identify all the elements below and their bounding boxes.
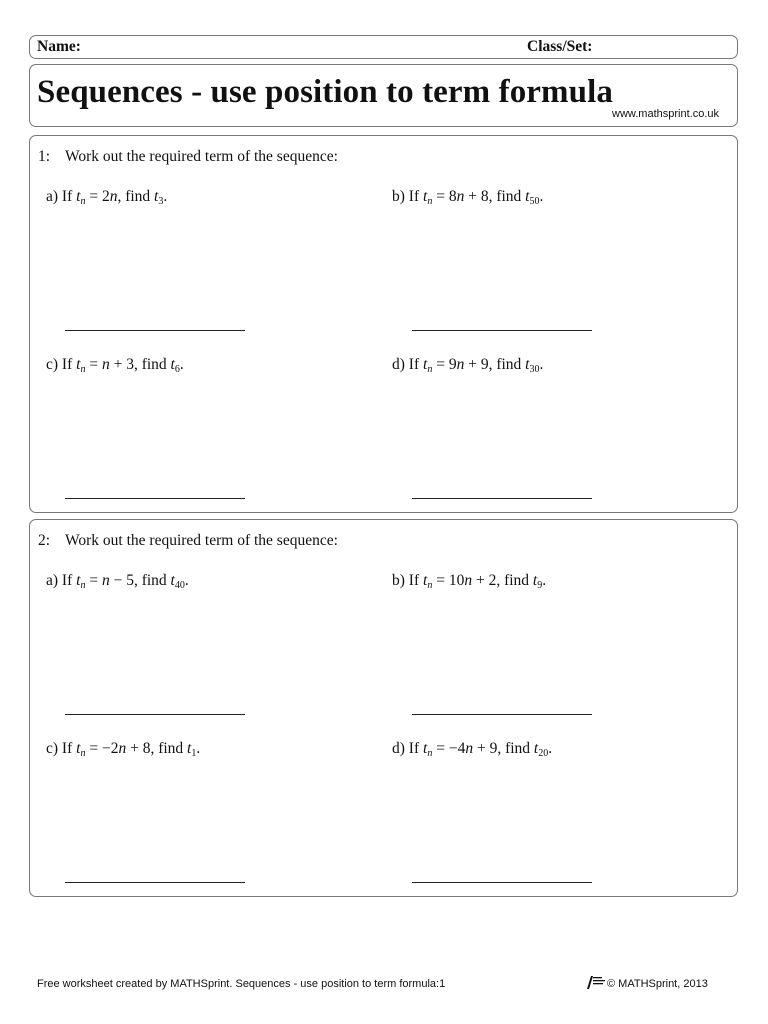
question-1b: b) If $t_n = 8n + 8$, find $t_{50}$. xyxy=(392,188,544,207)
class-label: Class/Set: xyxy=(527,38,593,55)
answer-line-1b[interactable] xyxy=(412,330,592,331)
question-2b: b) If $t_n = 10n + 2$, find $t_9$. xyxy=(392,572,547,591)
question-2c: c) If $t_n = -2n + 8$, find $t_1$. xyxy=(46,740,201,759)
question-number: 1: xyxy=(38,148,51,165)
page-title: Sequences - use position to term formula xyxy=(37,74,613,110)
question-instruction: Work out the required term of the sequence: xyxy=(65,148,338,165)
question-1c: c) If $t_n = n + 3$, find $t_6$. xyxy=(46,356,184,375)
name-class-bar xyxy=(29,35,738,59)
question-number: 2: xyxy=(38,532,51,549)
question-2a: a) If $t_n = n - 5$, find $t_{40}$. xyxy=(46,572,189,591)
question-1d: d) If $t_n = 9n + 9$, find $t_{30}$. xyxy=(392,356,544,375)
answer-line-1c[interactable] xyxy=(65,498,245,499)
answer-line-1d[interactable] xyxy=(412,498,592,499)
answer-line-2b[interactable] xyxy=(412,714,592,715)
name-label: Name: xyxy=(37,38,81,55)
question-2-box xyxy=(29,519,738,897)
question-1-heading xyxy=(38,148,338,166)
answer-line-2c[interactable] xyxy=(65,882,245,883)
answer-line-2d[interactable] xyxy=(412,882,592,883)
answer-line-1a[interactable] xyxy=(65,330,245,331)
website-link[interactable]: www.mathsprint.co.uk xyxy=(612,108,719,120)
question-1a: a) If $t_n = 2n$, find $t_3$. xyxy=(46,188,168,207)
answer-line-2a[interactable] xyxy=(65,714,245,715)
footer-copyright: © MATHSprint, 2013 xyxy=(607,978,708,990)
question-instruction: Work out the required term of the sequence: xyxy=(65,532,338,549)
question-1-box xyxy=(29,135,738,513)
question-2-heading xyxy=(38,532,338,550)
footer-credit: Free worksheet created by MATHSprint. Sequences - use position to term formula:1 xyxy=(37,978,446,990)
mathsprint-logo-icon xyxy=(584,974,606,990)
question-2d: d) If $t_n = -4n + 9$, find $t_{20}$. xyxy=(392,740,553,759)
title-bar xyxy=(29,64,738,127)
